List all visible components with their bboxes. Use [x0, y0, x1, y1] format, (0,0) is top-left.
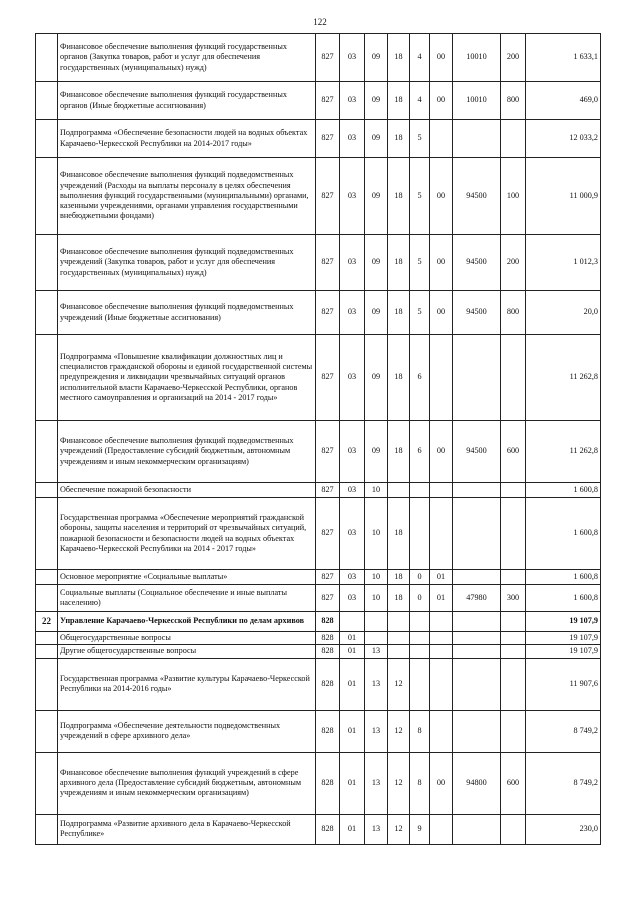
row-sum-cell: 1 600,8	[526, 483, 601, 498]
row-code-cell	[410, 632, 430, 645]
row-code-cell: 200	[501, 34, 526, 82]
budget-table	[35, 33, 601, 845]
row-code-cell	[430, 335, 453, 421]
row-code-cell	[453, 645, 501, 658]
row-sum-cell: 1 012,3	[526, 235, 601, 291]
row-code-cell	[501, 120, 526, 158]
page-number: 122	[313, 17, 327, 27]
row-code-cell: 828	[316, 632, 340, 645]
row-code-cell: 827	[316, 498, 340, 570]
table-row	[36, 82, 601, 120]
row-code-cell	[501, 658, 526, 710]
row-sum-cell: 20,0	[526, 291, 601, 335]
table-row	[36, 421, 601, 483]
row-code-cell: 09	[365, 82, 388, 120]
row-code-cell: 00	[430, 235, 453, 291]
row-code-cell: 01	[340, 814, 365, 844]
row-code-cell	[430, 658, 453, 710]
row-name-cell: Социальные выплаты (Социальное обеспечение и иные выплаты населению)	[58, 585, 316, 612]
row-code-cell: 94500	[453, 421, 501, 483]
row-name-cell: Финансовое обеспечение выполнения функций подведомственных учреждений (Закупка товаров, работ и услуг для обеспечения государственных (муниципальных) нужд)	[58, 235, 316, 291]
row-code-cell: 100	[501, 158, 526, 235]
row-code-cell: 5	[410, 291, 430, 335]
table-row	[36, 291, 601, 335]
row-code-cell	[410, 483, 430, 498]
row-code-cell: 03	[340, 82, 365, 120]
row-code-cell: 827	[316, 158, 340, 235]
row-name-cell: Подпрограмма «Повышение квалификации должностных лиц и специалистов гражданской обороны и единой государственной системы предупреждения и ликвидации чрезвычайных ситуаций органов исполнительной власти Карачаево-Черкесской Республики, органов местного самоуправления и организаций на 2014 - 2017 годы»	[58, 335, 316, 421]
row-code-cell: 00	[430, 291, 453, 335]
row-code-cell	[453, 658, 501, 710]
row-code-cell: 6	[410, 335, 430, 421]
table-row	[36, 632, 601, 645]
row-number-cell: 22	[36, 612, 58, 632]
row-code-cell	[501, 632, 526, 645]
row-code-cell: 03	[340, 570, 365, 585]
row-code-cell: 827	[316, 235, 340, 291]
row-number-cell	[36, 658, 58, 710]
row-code-cell: 09	[365, 158, 388, 235]
row-code-cell: 03	[340, 120, 365, 158]
row-code-cell: 94500	[453, 235, 501, 291]
row-code-cell: 12	[388, 710, 410, 752]
row-code-cell: 18	[388, 421, 410, 483]
row-code-cell: 03	[340, 483, 365, 498]
row-code-cell	[453, 483, 501, 498]
table-row	[36, 645, 601, 658]
row-code-cell: 8	[410, 710, 430, 752]
row-name-cell: Подпрограмма «Обеспечение безопасности людей на водных объектах Карачаево-Черкесской Республики на 2014-2017 годы»	[58, 120, 316, 158]
row-code-cell: 8	[410, 752, 430, 814]
row-number-cell	[36, 34, 58, 82]
table-row	[36, 570, 601, 585]
table-row	[36, 335, 601, 421]
row-code-cell: 200	[501, 235, 526, 291]
row-code-cell: 01	[340, 710, 365, 752]
row-code-cell: 828	[316, 612, 340, 632]
row-code-cell	[501, 814, 526, 844]
row-sum-cell: 12 033,2	[526, 120, 601, 158]
row-code-cell: 00	[430, 82, 453, 120]
row-sum-cell: 19 107,9	[526, 612, 601, 632]
row-code-cell: 5	[410, 120, 430, 158]
row-sum-cell: 11 000,9	[526, 158, 601, 235]
row-code-cell: 828	[316, 658, 340, 710]
row-code-cell: 827	[316, 120, 340, 158]
row-code-cell	[388, 632, 410, 645]
row-code-cell: 18	[388, 498, 410, 570]
row-code-cell	[430, 612, 453, 632]
row-code-cell: 00	[430, 158, 453, 235]
row-name-cell: Общегосударственные вопросы	[58, 632, 316, 645]
row-code-cell: 03	[340, 421, 365, 483]
row-code-cell: 800	[501, 82, 526, 120]
row-code-cell: 828	[316, 752, 340, 814]
row-code-cell	[453, 120, 501, 158]
row-name-cell: Подпрограмма «Обеспечение деятельности подведомственных учреждений в сфере архивного дела»	[58, 710, 316, 752]
row-number-cell	[36, 235, 58, 291]
row-code-cell	[430, 632, 453, 645]
table-row	[36, 814, 601, 844]
row-sum-cell: 1 600,8	[526, 570, 601, 585]
row-name-cell: Финансовое обеспечение выполнения функций учреждений в сфере архивного дела (Предоставление субсидий бюджетным, автономным учреждениям и иным некоммерческим организациям)	[58, 752, 316, 814]
row-code-cell: 0	[410, 570, 430, 585]
row-code-cell: 13	[365, 658, 388, 710]
row-code-cell	[365, 612, 388, 632]
table-row	[36, 498, 601, 570]
row-code-cell: 03	[340, 585, 365, 612]
row-code-cell	[430, 120, 453, 158]
row-code-cell	[410, 645, 430, 658]
row-number-cell	[36, 158, 58, 235]
row-number-cell	[36, 421, 58, 483]
row-code-cell: 800	[501, 291, 526, 335]
row-code-cell: 13	[365, 710, 388, 752]
row-code-cell	[388, 483, 410, 498]
row-code-cell	[501, 710, 526, 752]
row-code-cell	[453, 814, 501, 844]
row-name-cell: Государственная программа «Развитие культуры Карачаево-Черкесской Республики на 2014-2016 годы»	[58, 658, 316, 710]
row-name-cell: Финансовое обеспечение выполнения функций государственных органов (Иные бюджетные ассигнования)	[58, 82, 316, 120]
row-code-cell: 827	[316, 483, 340, 498]
row-code-cell	[430, 710, 453, 752]
row-sum-cell: 230,0	[526, 814, 601, 844]
row-code-cell: 12	[388, 658, 410, 710]
row-number-cell	[36, 498, 58, 570]
row-code-cell: 4	[410, 34, 430, 82]
row-code-cell: 47980	[453, 585, 501, 612]
row-number-cell	[36, 710, 58, 752]
row-name-cell: Финансовое обеспечение выполнения функций государственных органов (Закупка товаров, работ и услуг для обеспечения государственных (муниципальных) нужд)	[58, 34, 316, 82]
row-name-cell: Финансовое обеспечение выполнения функций подведомственных учреждений (Расходы на выплаты персоналу в целях обеспечения выполнения функций государственными (муниципальными) органами, казенными учреждениями, органами управления государственными внебюджетными фондами)	[58, 158, 316, 235]
row-code-cell: 10	[365, 483, 388, 498]
row-code-cell	[453, 570, 501, 585]
row-code-cell: 00	[430, 421, 453, 483]
row-code-cell: 01	[340, 658, 365, 710]
row-code-cell: 18	[388, 235, 410, 291]
row-name-cell: Финансовое обеспечение выполнения функций подведомственных учреждений (Иные бюджетные ассигнования)	[58, 291, 316, 335]
row-code-cell	[430, 483, 453, 498]
row-code-cell: 03	[340, 335, 365, 421]
row-code-cell: 18	[388, 291, 410, 335]
row-code-cell: 18	[388, 335, 410, 421]
table-row	[36, 585, 601, 612]
row-sum-cell: 19 107,9	[526, 632, 601, 645]
row-code-cell	[410, 612, 430, 632]
table-row	[36, 34, 601, 82]
row-code-cell: 827	[316, 82, 340, 120]
row-code-cell: 94500	[453, 291, 501, 335]
row-number-cell	[36, 483, 58, 498]
row-code-cell: 828	[316, 710, 340, 752]
row-code-cell: 03	[340, 498, 365, 570]
row-code-cell: 09	[365, 291, 388, 335]
row-code-cell: 827	[316, 585, 340, 612]
row-code-cell: 00	[430, 752, 453, 814]
row-name-cell: Управление Карачаево-Черкесской Республики по делам архивов	[58, 612, 316, 632]
row-number-cell	[36, 120, 58, 158]
row-code-cell: 827	[316, 570, 340, 585]
row-code-cell: 12	[388, 752, 410, 814]
row-code-cell	[388, 612, 410, 632]
row-code-cell	[340, 612, 365, 632]
row-code-cell: 0	[410, 585, 430, 612]
row-code-cell	[410, 498, 430, 570]
row-code-cell: 18	[388, 158, 410, 235]
row-name-cell: Финансовое обеспечение выполнения функций подведомственных учреждений (Предоставление субсидий бюджетным, автономным учреждениям и иным некоммерческим организациям)	[58, 421, 316, 483]
row-code-cell: 01	[430, 570, 453, 585]
row-code-cell	[430, 498, 453, 570]
row-code-cell: 12	[388, 814, 410, 844]
row-number-cell	[36, 632, 58, 645]
row-code-cell	[453, 710, 501, 752]
row-code-cell: 10010	[453, 82, 501, 120]
row-code-cell: 5	[410, 235, 430, 291]
row-sum-cell: 1 600,8	[526, 498, 601, 570]
row-code-cell: 827	[316, 335, 340, 421]
row-name-cell: Подпрограмма «Развитие архивного дела в Карачаево-Черкесской Республике»	[58, 814, 316, 844]
table-row	[36, 158, 601, 235]
row-code-cell	[388, 645, 410, 658]
row-sum-cell: 1 600,8	[526, 585, 601, 612]
row-code-cell: 03	[340, 235, 365, 291]
row-code-cell: 827	[316, 34, 340, 82]
row-code-cell: 03	[340, 158, 365, 235]
row-code-cell	[453, 612, 501, 632]
row-code-cell: 01	[340, 645, 365, 658]
row-code-cell: 13	[365, 752, 388, 814]
row-code-cell: 09	[365, 335, 388, 421]
row-number-cell	[36, 814, 58, 844]
row-number-cell	[36, 752, 58, 814]
row-sum-cell: 11 262,8	[526, 335, 601, 421]
row-code-cell: 828	[316, 814, 340, 844]
table-row	[36, 235, 601, 291]
row-code-cell: 09	[365, 120, 388, 158]
table-row	[36, 612, 601, 632]
row-code-cell: 10	[365, 498, 388, 570]
row-sum-cell: 19 107,9	[526, 645, 601, 658]
row-code-cell	[501, 570, 526, 585]
row-code-cell	[501, 335, 526, 421]
row-name-cell: Государственная программа «Обеспечение мероприятий гражданской обороны, защиты населения и территорий от чрезвычайных ситуаций, пожарной безопасности и безопасности людей на водных объектах Карачаево-Черкесской Республики на 2014 - 2017 годы»	[58, 498, 316, 570]
table-row	[36, 752, 601, 814]
row-code-cell: 94800	[453, 752, 501, 814]
row-code-cell	[501, 612, 526, 632]
row-code-cell: 9	[410, 814, 430, 844]
row-code-cell: 18	[388, 34, 410, 82]
row-sum-cell: 11 907,6	[526, 658, 601, 710]
row-sum-cell: 8 749,2	[526, 752, 601, 814]
table-row	[36, 120, 601, 158]
row-code-cell: 13	[365, 814, 388, 844]
row-code-cell: 09	[365, 235, 388, 291]
row-code-cell: 01	[340, 752, 365, 814]
row-code-cell: 827	[316, 291, 340, 335]
row-code-cell: 03	[340, 34, 365, 82]
table-row	[36, 710, 601, 752]
row-code-cell: 01	[340, 632, 365, 645]
row-code-cell: 09	[365, 421, 388, 483]
row-code-cell: 01	[430, 585, 453, 612]
row-code-cell: 10	[365, 585, 388, 612]
row-name-cell: Основное мероприятие «Социальные выплаты»	[58, 570, 316, 585]
row-code-cell: 09	[365, 34, 388, 82]
row-code-cell: 5	[410, 158, 430, 235]
table-row	[36, 483, 601, 498]
row-code-cell: 10	[365, 570, 388, 585]
row-code-cell: 00	[430, 34, 453, 82]
row-code-cell	[501, 645, 526, 658]
row-sum-cell: 469,0	[526, 82, 601, 120]
row-sum-cell: 11 262,8	[526, 421, 601, 483]
row-code-cell: 6	[410, 421, 430, 483]
row-code-cell: 18	[388, 585, 410, 612]
row-code-cell	[453, 498, 501, 570]
row-code-cell: 94500	[453, 158, 501, 235]
row-name-cell: Обеспечение пожарной безопасности	[58, 483, 316, 498]
row-code-cell	[501, 483, 526, 498]
row-number-cell	[36, 291, 58, 335]
row-code-cell: 13	[365, 645, 388, 658]
row-code-cell	[453, 335, 501, 421]
row-code-cell	[430, 645, 453, 658]
row-name-cell: Другие общегосударственные вопросы	[58, 645, 316, 658]
row-sum-cell: 1 633,1	[526, 34, 601, 82]
row-number-cell	[36, 82, 58, 120]
row-code-cell	[501, 498, 526, 570]
row-code-cell	[410, 658, 430, 710]
row-code-cell: 18	[388, 120, 410, 158]
row-code-cell: 600	[501, 421, 526, 483]
row-number-cell	[36, 570, 58, 585]
row-code-cell: 18	[388, 570, 410, 585]
row-code-cell: 03	[340, 291, 365, 335]
table-row	[36, 658, 601, 710]
row-code-cell: 10010	[453, 34, 501, 82]
row-code-cell: 828	[316, 645, 340, 658]
row-number-cell	[36, 335, 58, 421]
row-code-cell	[430, 814, 453, 844]
row-code-cell	[365, 632, 388, 645]
row-code-cell: 600	[501, 752, 526, 814]
row-number-cell	[36, 585, 58, 612]
row-code-cell: 4	[410, 82, 430, 120]
row-code-cell: 18	[388, 82, 410, 120]
row-sum-cell: 8 749,2	[526, 710, 601, 752]
row-code-cell	[453, 632, 501, 645]
row-code-cell: 827	[316, 421, 340, 483]
row-code-cell: 300	[501, 585, 526, 612]
row-number-cell	[36, 645, 58, 658]
